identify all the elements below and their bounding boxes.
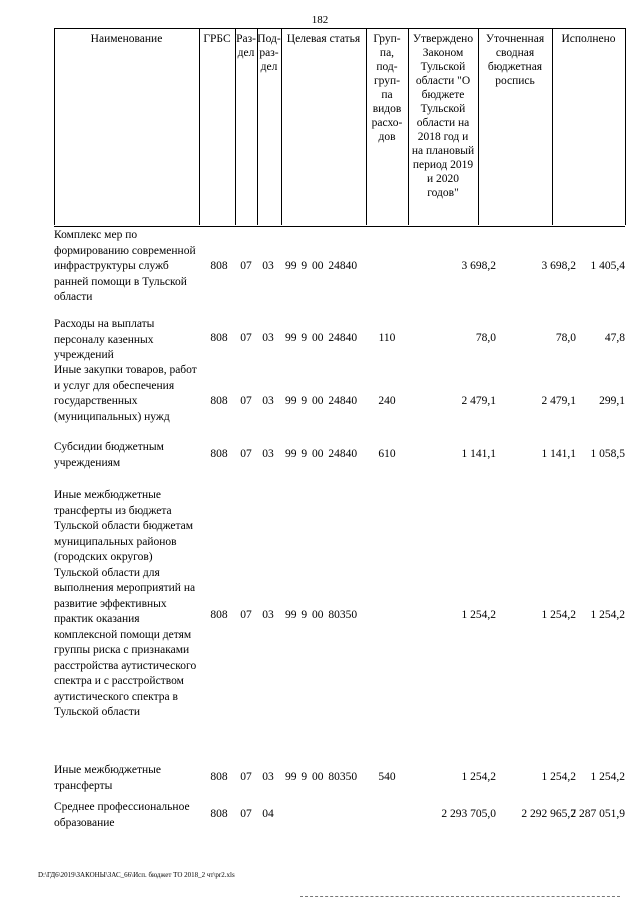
row-ispolneno: 1 058,5 [590, 448, 625, 460]
header-podrazdel: Под- раз- дел [257, 33, 281, 73]
row-podrazdel: 03 [262, 771, 274, 783]
row-name: Среднее профессиональное образование [54, 801, 190, 829]
header-grbs: ГРБС [203, 33, 231, 45]
row-utverzhdeno: 1 254,2 [461, 609, 496, 621]
row-utverzhdeno: 1 141,1 [461, 448, 496, 460]
row-grbs: 808 [210, 609, 228, 621]
row-name: Иные межбюджетные трансферты [54, 764, 161, 792]
row-gruppa: 610 [378, 448, 396, 460]
row-podrazdel: 03 [262, 332, 274, 344]
row-utochnennaya: 78,0 [555, 332, 576, 344]
row-utverzhdeno: 3 698,2 [461, 260, 496, 272]
row-ispolneno: 299,1 [599, 395, 625, 407]
row-ispolneno: 2 287 051,9 [570, 808, 625, 820]
row-grbs: 808 [210, 332, 228, 344]
row-name: Комплекс мер по формированию современной инфраструктуры служб ранней помощи в Тульской области [54, 229, 196, 303]
row-utverzhdeno: 2 293 705,0 [441, 808, 496, 820]
row-grbs: 808 [210, 808, 228, 820]
row-ispolneno: 47,8 [604, 332, 625, 344]
row-ispolneno: 1 254,2 [590, 609, 625, 621]
row-ispolneno: 1 254,2 [590, 771, 625, 783]
row-razdel: 07 [240, 395, 252, 407]
page-number: 182 [311, 14, 329, 26]
row-utverzhdeno: 78,0 [475, 332, 496, 344]
header-divider [366, 28, 367, 225]
header-celevaya-statya: Целевая статья [286, 33, 361, 45]
row-razdel: 07 [240, 448, 252, 460]
header-gruppa: Груп- па, под- груп- па видов расхо- дов [371, 33, 403, 143]
row-razdel: 07 [240, 808, 252, 820]
header-divider [54, 28, 55, 225]
row-razdel: 07 [240, 260, 252, 272]
header-divider [281, 28, 282, 225]
row-celevaya: 99 9 00 24840 [285, 395, 358, 407]
row-celevaya: 99 9 00 24840 [285, 260, 358, 272]
row-grbs: 808 [210, 448, 228, 460]
footer-divider [300, 896, 620, 897]
header-ispolneno: Исполнено [561, 33, 616, 45]
table-header [54, 28, 625, 227]
row-gruppa: 240 [378, 395, 396, 407]
row-utverzhdeno: 2 479,1 [461, 395, 496, 407]
row-grbs: 808 [210, 260, 228, 272]
header-divider [552, 28, 553, 225]
row-name: Расходы на выплаты персоналу казенных учреждений [54, 318, 155, 361]
row-celevaya: 99 9 00 24840 [285, 332, 358, 344]
row-podrazdel: 03 [262, 609, 274, 621]
header-name: Наименование [90, 33, 163, 45]
row-gruppa: 110 [378, 332, 396, 344]
row-podrazdel: 03 [262, 260, 274, 272]
header-divider [478, 28, 479, 225]
row-utochnennaya: 2 479,1 [541, 395, 576, 407]
header-razdel: Раз- дел [236, 33, 256, 59]
header-divider [235, 28, 236, 225]
row-ispolneno: 1 405,4 [590, 260, 625, 272]
row-celevaya: 99 9 00 24840 [285, 448, 358, 460]
row-utochnennaya: 1 141,1 [541, 448, 576, 460]
row-name: Иные закупки товаров, работ и услуг для обеспечения государственных (муниципальных) нужд [54, 364, 197, 423]
header-divider [408, 28, 409, 225]
row-razdel: 07 [240, 771, 252, 783]
row-utochnennaya: 2 292 965,7 [521, 808, 576, 820]
row-razdel: 07 [240, 332, 252, 344]
row-name: Субсидии бюджетным учреждениям [54, 441, 164, 469]
row-utochnennaya: 3 698,2 [541, 260, 576, 272]
file-path-footer: D:\ГД6\2019\ЗАКОНЫ\ЗАС_66\Исп. бюджет ТО 2018_2 чт\pr2.xls [38, 871, 235, 879]
header-utverzhdeno: Утверждено Законом Тульской области "О бюджете Тульской области на 2018 год и на плановый период 2019 и 2020 годов" [411, 33, 475, 199]
row-name: Иные межбюджетные трансферты из бюджета Тульской области бюджетам муниципальных районов (городских округов) Тульской области для выполнения мероприятий на развитие эффективных практик оказания комплексной помощи детям группы риска с признаками расстройства аутистического спектра и с расстройством аутистического спектра в Тульской области [54, 489, 197, 718]
row-celevaya: 99 9 00 80350 [285, 609, 358, 621]
row-podrazdel: 03 [262, 395, 274, 407]
header-divider [625, 28, 626, 225]
row-grbs: 808 [210, 395, 228, 407]
row-celevaya: 99 9 00 80350 [285, 771, 358, 783]
row-utverzhdeno: 1 254,2 [461, 771, 496, 783]
row-podrazdel: 03 [262, 448, 274, 460]
row-podrazdel: 04 [262, 808, 274, 820]
row-grbs: 808 [210, 771, 228, 783]
row-gruppa: 540 [378, 771, 396, 783]
row-utochnennaya: 1 254,2 [541, 771, 576, 783]
header-utochnennaya: Уточненная сводная бюджетная роспись [485, 33, 545, 87]
header-divider [199, 28, 200, 225]
row-utochnennaya: 1 254,2 [541, 609, 576, 621]
header-divider [257, 28, 258, 225]
row-razdel: 07 [240, 609, 252, 621]
